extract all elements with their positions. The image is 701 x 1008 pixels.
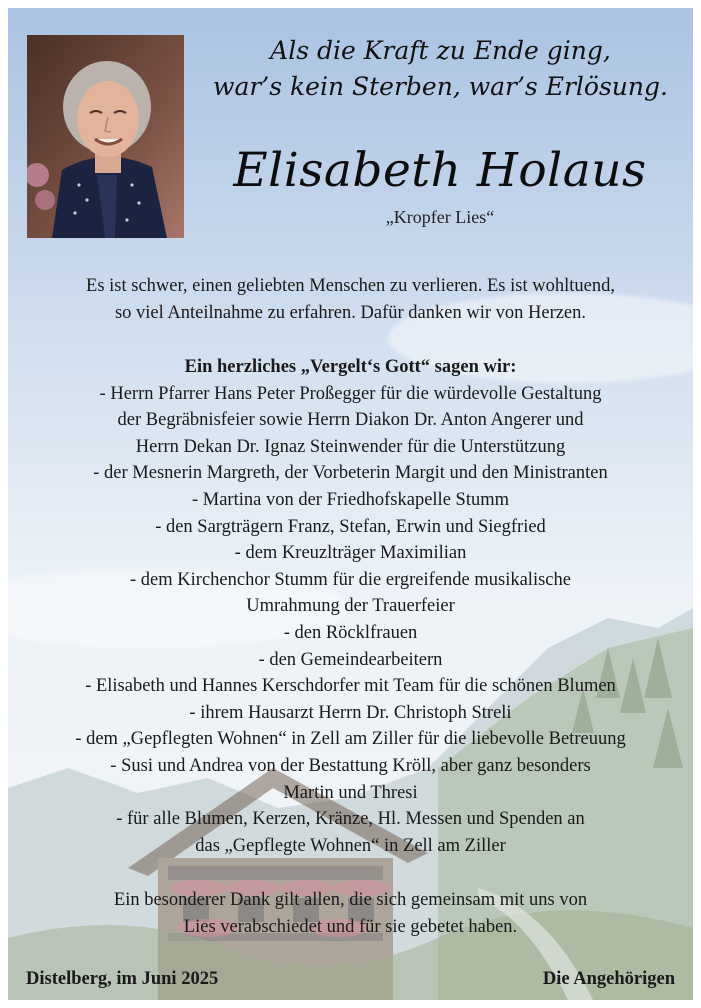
portrait-image [27,35,184,238]
intro-paragraph [8,273,693,326]
memorial-quote [208,33,673,105]
quote-line-2: war’s kein Sterben, war’s Erlösung. [213,72,668,101]
intro-line: Es ist schwer, einen geliebten Menschen zu verlieren. Es ist wohltuend, [86,276,615,296]
thanks-line: - Susi und Andrea von der Bestattung Kröll, aber ganz besonders [110,755,591,776]
closing-line: Ein besonderer Dank gilt allen, die sich gemeinsam mit uns von [113,890,588,910]
closing-paragraph [8,887,693,940]
deceased-nickname: „Kropfer Lies“ [385,207,495,227]
thanks-line: Herrn Dekan Dr. Ignaz Steinwender für die Unterstützung [135,436,566,457]
thanks-section [8,354,693,859]
thanks-line: - dem Kreuzlträger Maximilian [234,543,467,564]
thanks-line: - der Mesnerin Margreth, der Vorbeterin Margit und den Ministranten [93,463,608,484]
obituary-card [8,8,693,1000]
thanks-line: Umrahmung der Trauerfeier [246,596,455,617]
thanks-line: - Martina von der Friedhofskapelle Stumm [191,489,509,510]
thanks-heading: Ein herzliches „Vergelt‘s Gott“ sagen wir: [184,357,517,377]
portrait-photo [27,35,184,238]
deceased-name: Elisabeth Holaus [233,143,647,198]
thanks-line: - für alle Blumen, Kerzen, Kränze, Hl. Messen und Spenden an [116,809,585,830]
thanks-line: der Begräbnisfeier sowie Herrn Diakon Dr. Anton Angerer und [117,410,584,431]
thanks-line: - dem „Gepflegten Wohnen“ in Zell am Ziller für die liebevolle Betreuung [75,729,626,750]
thanks-line: - den Gemeindearbeitern [258,649,443,670]
thanks-line: - Herrn Pfarrer Hans Peter Proßegger für die würdevolle Gestaltung [99,383,602,404]
thanks-line: Martin und Thresi [283,782,418,803]
thanks-line: - den Röcklfrauen [283,622,418,643]
place-date: Distelberg, im Juni 2025 [26,969,219,989]
intro-line: so viel Anteilnahme zu erfahren. Dafür danken wir von Herzen. [114,302,587,323]
thanks-line: - dem Kirchenchor Stumm für die ergreifende musikalische [130,569,571,590]
thanks-line: - den Sargträgern Franz, Stefan, Erwin und Siegfried [155,516,546,537]
thanks-line: das „Gepflegte Wohnen“ in Zell am Ziller [195,835,506,856]
signature: Die Angehörigen [542,969,675,989]
thanks-line: - Elisabeth und Hannes Kerschdorfer mit Team für die schönen Blumen [85,676,616,697]
closing-line: Lies verabschiedet und für sie gebetet haben. [183,916,518,937]
thanks-line: - ihrem Hausarzt Herrn Dr. Christoph Streli [189,702,512,723]
quote-line-1: Als die Kraft zu Ende ging, [270,36,611,65]
